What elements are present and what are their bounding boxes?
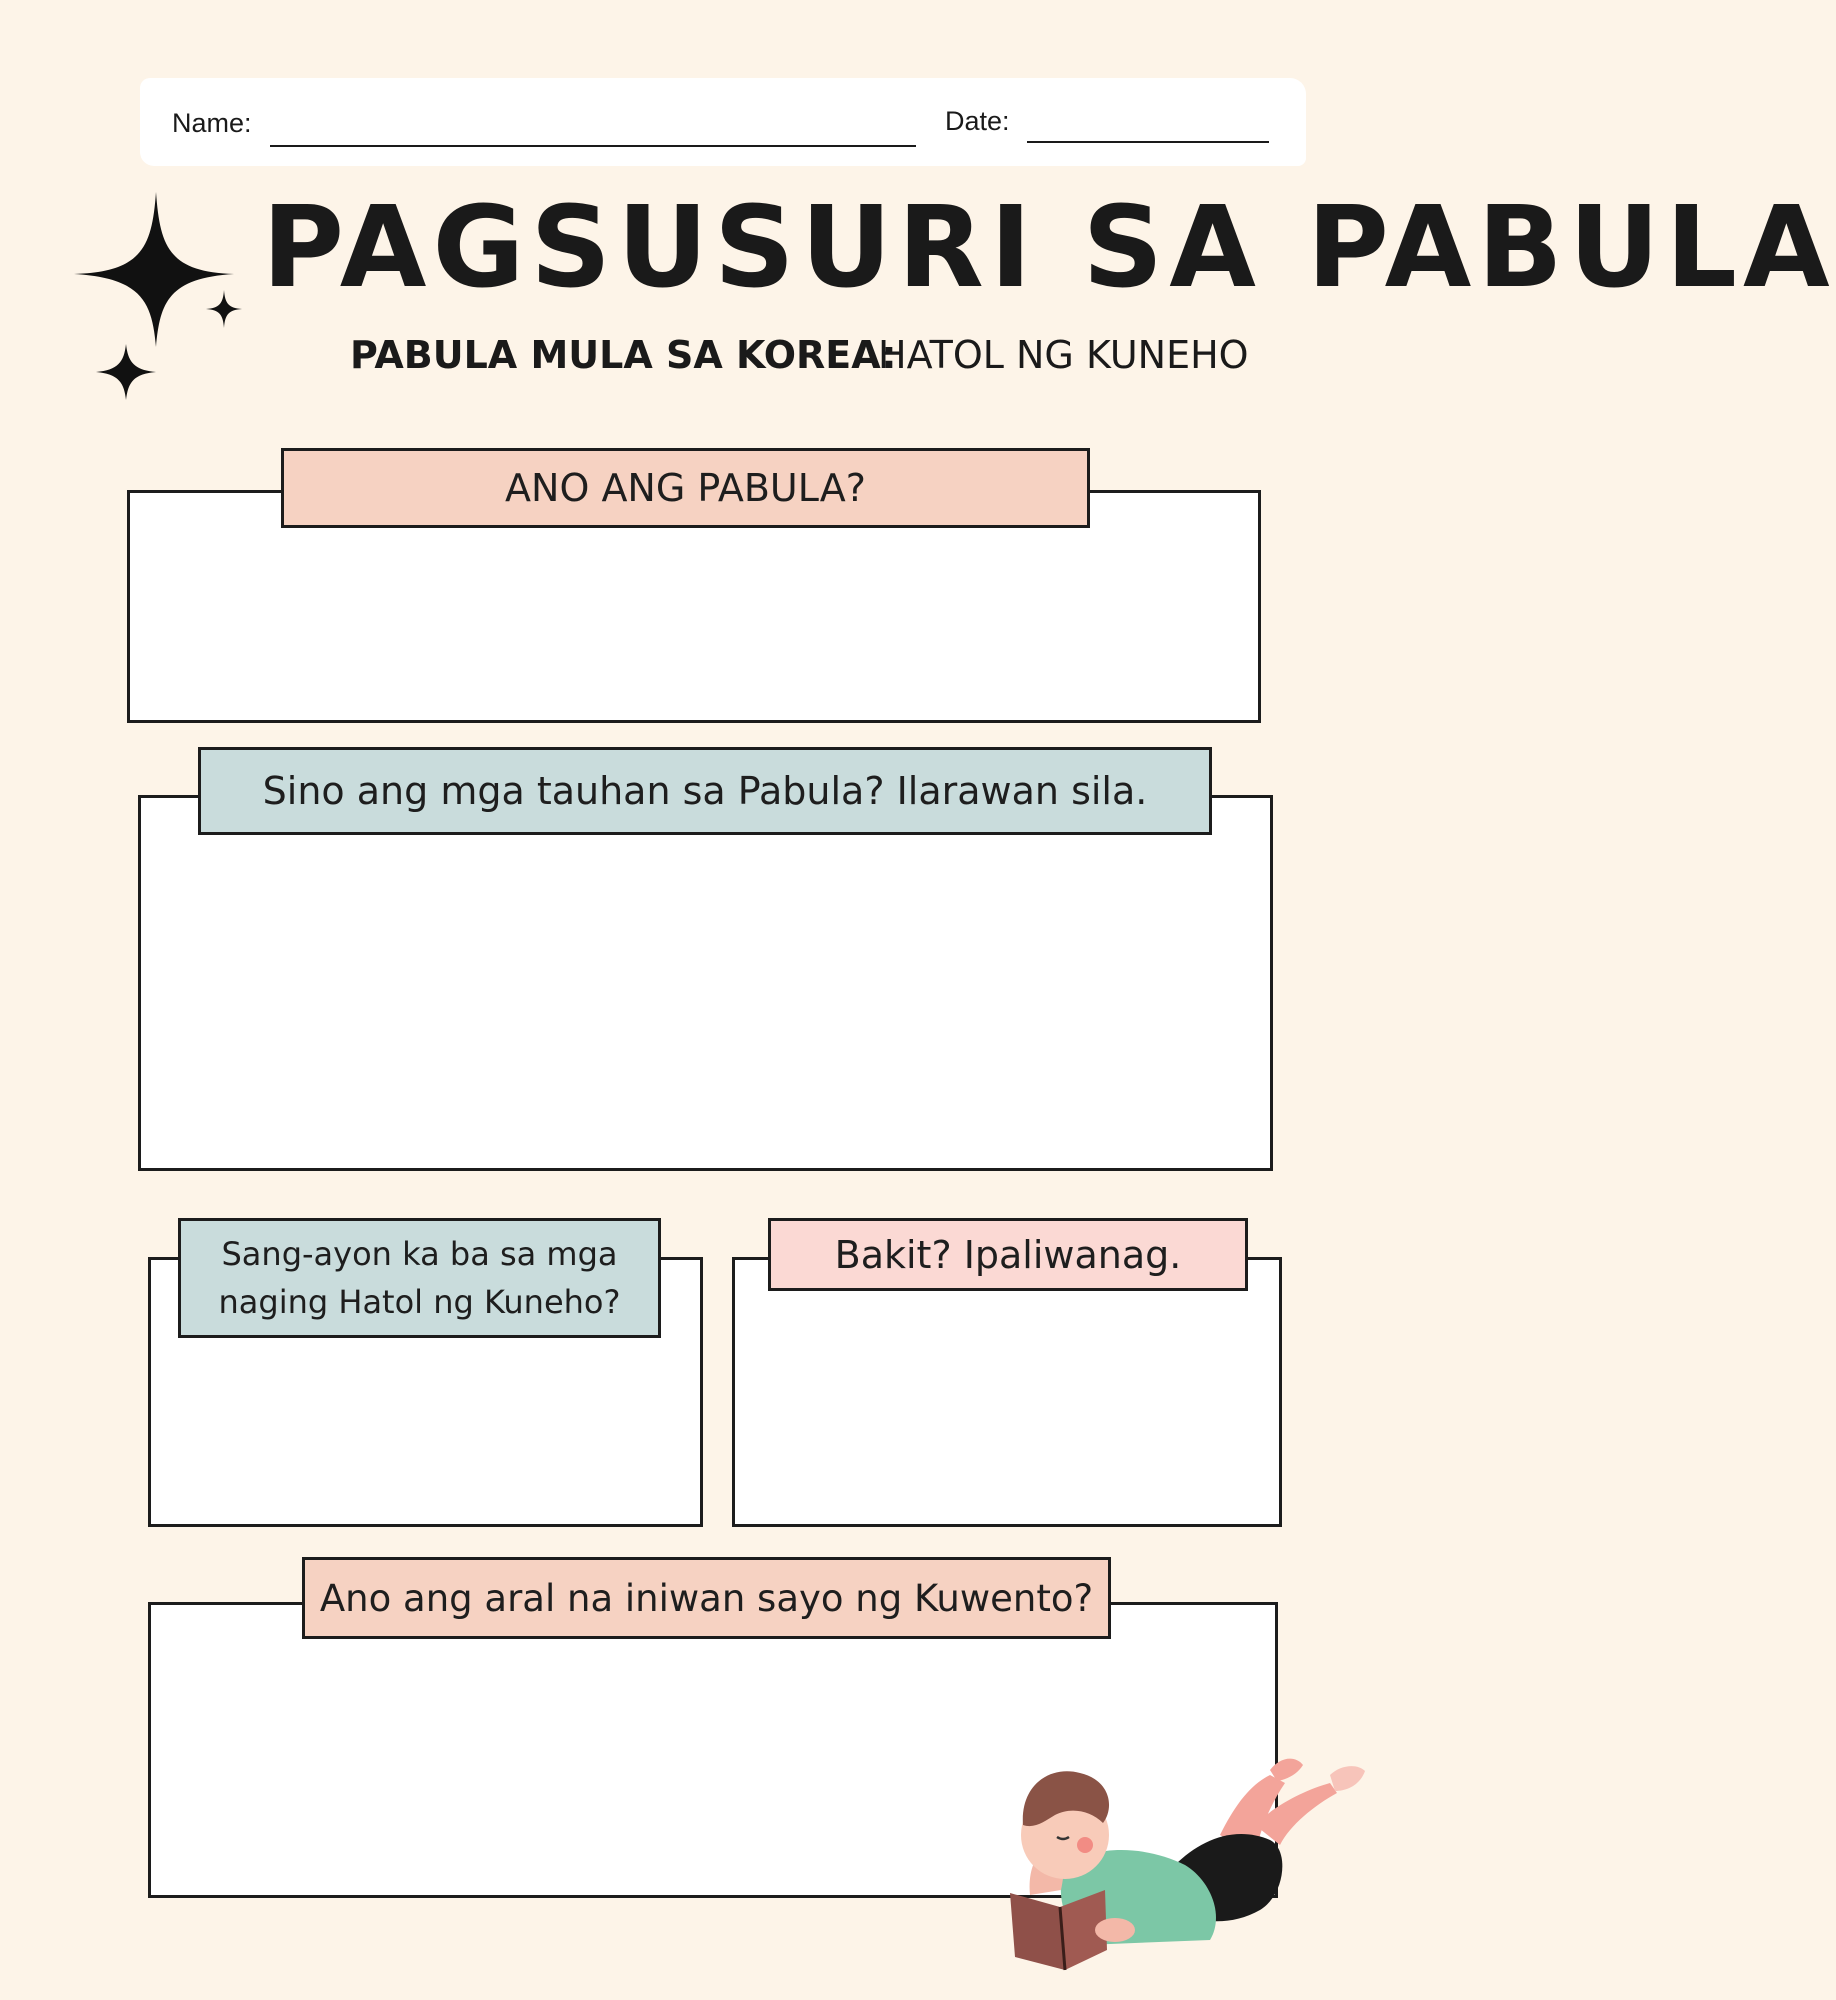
tab-sang-ayon: Sang-ayon ka ba sa mga naging Hatol ng Kuneho? — [178, 1218, 661, 1338]
subtitle-story: HATOL NG KUNEHO — [878, 333, 1249, 377]
answer-box-tauhan[interactable] — [138, 795, 1273, 1171]
tab-tauhan: Sino ang mga tauhan sa Pabula? Ilarawan sila. — [198, 747, 1212, 835]
sparkle-icon — [74, 192, 244, 402]
answer-box-bakit[interactable] — [732, 1257, 1282, 1527]
tab-bakit: Bakit? Ipaliwanag. — [768, 1218, 1248, 1291]
tab-ano-ang-pabula: ANO ANG PABULA? — [281, 448, 1090, 528]
date-label: Date: — [945, 106, 1010, 136]
tab-aral: Ano ang aral na iniwan sayo ng Kuwento? — [302, 1557, 1111, 1639]
reading-child-illustration — [985, 1745, 1375, 1970]
subtitle — [350, 333, 897, 377]
name-label: Name: — [172, 108, 252, 138]
name-input-line[interactable] — [270, 145, 916, 147]
date-input-line[interactable] — [1027, 141, 1269, 143]
name-date-strip — [140, 78, 1306, 166]
page-title: PAGSUSURI SA PABULA — [262, 183, 1836, 313]
subtitle-prefix: PABULA MULA SA KOREA: — [350, 333, 897, 377]
